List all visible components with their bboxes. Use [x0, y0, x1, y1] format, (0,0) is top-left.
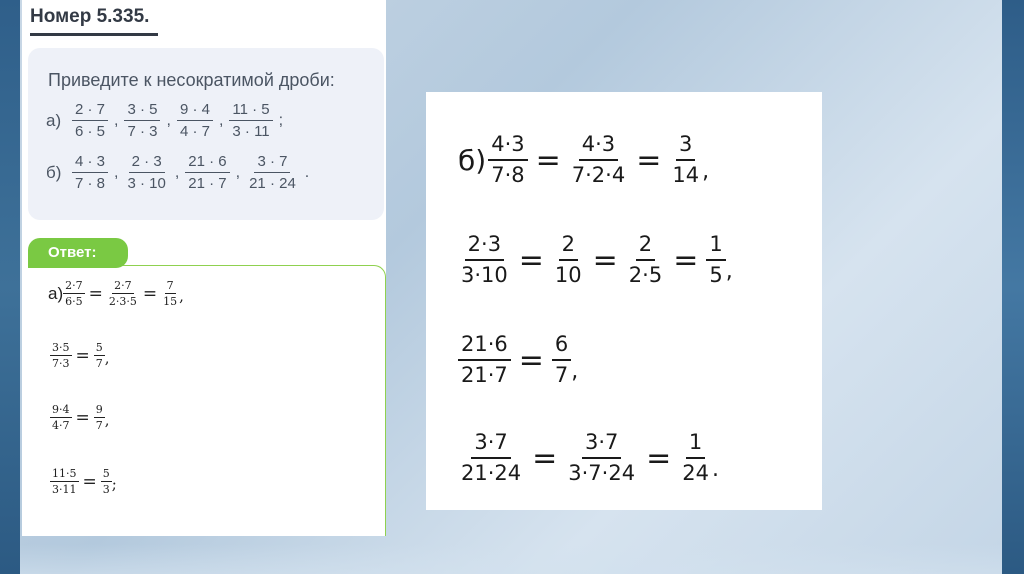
fraction — [669, 134, 702, 186]
numerator: 1 — [706, 234, 725, 261]
fraction — [107, 280, 139, 307]
denominator: 7·8 — [491, 163, 525, 187]
denominator: 7·3 — [52, 357, 70, 370]
task-row-a — [46, 102, 289, 139]
punctuation: ; — [111, 475, 117, 493]
fraction — [458, 334, 511, 386]
equals-sign: = — [518, 242, 544, 278]
numerator: 2 · 7 — [72, 102, 108, 121]
denominator: 14 — [672, 163, 700, 187]
numerator: 5 — [102, 467, 110, 480]
denominator: 7 — [554, 363, 569, 387]
denominator: 21 · 7 — [188, 175, 227, 192]
denominator: 15 — [163, 295, 178, 308]
fraction — [50, 404, 72, 431]
numerator: 9 — [95, 403, 103, 416]
solution-line-2 — [458, 234, 733, 286]
separator: , — [218, 111, 224, 129]
fraction — [124, 102, 160, 139]
separator: , — [235, 163, 241, 181]
equals-sign: = — [518, 342, 544, 378]
denominator: 5 — [709, 263, 723, 287]
denominator: 7 · 3 — [127, 123, 158, 140]
answer-label: а) — [48, 283, 64, 303]
numerator: 7 — [166, 279, 174, 292]
equals-sign: = — [673, 242, 699, 278]
equals-sign: = — [75, 407, 90, 428]
right-decor-bar — [1002, 0, 1024, 574]
denominator: 4 · 7 — [179, 123, 210, 140]
fraction — [185, 154, 229, 191]
fraction — [626, 234, 665, 286]
punctuation: , — [702, 159, 710, 184]
numerator: 3 · 5 — [124, 102, 160, 121]
equals-sign: = — [592, 242, 618, 278]
denominator: 7·2·4 — [571, 163, 626, 187]
solution-line-4 — [458, 432, 719, 484]
row-label: а) — [46, 110, 62, 130]
punctuation: , — [104, 349, 110, 367]
numerator: 5 — [95, 341, 103, 354]
fraction — [552, 234, 585, 286]
fraction — [63, 280, 85, 307]
separator: . — [304, 163, 310, 181]
denominator: 10 — [554, 263, 582, 287]
numerator: 3·7 — [471, 432, 510, 459]
numerator: 2·7 — [114, 279, 132, 292]
separator: , — [114, 111, 119, 129]
numerator: 21 · 6 — [185, 154, 229, 173]
fraction — [177, 102, 213, 139]
answer-tag: Ответ: — [28, 238, 128, 268]
separator: , — [166, 111, 171, 129]
answer-line-4 — [50, 468, 117, 495]
numerator: 9·4 — [52, 403, 70, 416]
solution-panel — [426, 92, 822, 510]
numerator: 3 · 7 — [254, 154, 290, 173]
denominator: 3·10 — [461, 263, 508, 287]
numerator: 4·3 — [488, 134, 527, 161]
numerator: 1 — [686, 432, 705, 459]
fraction — [569, 134, 628, 186]
numerator: 11·5 — [52, 467, 77, 480]
equals-sign: = — [82, 471, 97, 492]
numerator: 4·3 — [579, 134, 618, 161]
denominator: 21 · 24 — [249, 175, 296, 192]
denominator: 3 · 11 — [232, 123, 270, 140]
task-title: Приведите к несократимой дроби: — [48, 70, 335, 90]
heading-underline — [30, 33, 158, 36]
numerator: 2·3 — [465, 234, 504, 261]
bottom-fade — [20, 544, 1002, 574]
fraction — [124, 154, 168, 191]
separator: , — [174, 163, 180, 181]
solution-line-3 — [458, 334, 578, 386]
numerator: 9 · 4 — [177, 102, 213, 121]
answer-line-3 — [50, 404, 110, 431]
task-row-b — [46, 154, 315, 191]
punctuation: , — [725, 259, 733, 284]
fraction — [246, 154, 299, 191]
equals-sign: = — [532, 440, 558, 476]
denominator: 24 — [682, 461, 709, 485]
solution-line-1 — [458, 134, 709, 186]
numerator: 3·5 — [52, 341, 70, 354]
equals-sign: = — [142, 283, 158, 304]
denominator: 3·11 — [52, 483, 77, 496]
equals-sign: = — [636, 142, 662, 178]
punctuation: , — [571, 359, 579, 384]
fraction — [679, 432, 712, 484]
fraction — [552, 334, 571, 386]
fraction — [72, 154, 108, 191]
equals-sign: = — [535, 142, 561, 178]
equals-sign: = — [646, 440, 672, 476]
fraction — [458, 432, 524, 484]
denominator: 3 · 10 — [127, 175, 166, 192]
numerator: 2 — [559, 234, 578, 261]
fraction — [94, 404, 105, 431]
separator: ; — [278, 111, 284, 129]
task-panel — [22, 0, 386, 536]
denominator: 6·5 — [65, 295, 83, 308]
denominator: 7 — [95, 357, 103, 370]
fraction — [565, 432, 638, 484]
problem-heading: Номер 5.335. — [30, 6, 150, 27]
fraction — [101, 468, 112, 495]
fraction — [488, 134, 527, 186]
fraction — [50, 468, 79, 495]
denominator: 4·7 — [52, 419, 70, 432]
denominator: 21·7 — [461, 363, 508, 387]
denominator: 3·7·24 — [568, 461, 636, 485]
fraction — [458, 234, 511, 286]
numerator: 4 · 3 — [72, 154, 108, 173]
answer-line-1 — [48, 280, 184, 307]
numerator: 3 — [676, 134, 695, 161]
denominator: 7 · 8 — [75, 175, 106, 192]
numerator: 2 · 3 — [129, 154, 165, 173]
numerator: 6 — [552, 334, 571, 361]
answer-line-2 — [50, 342, 110, 369]
numerator: 2·7 — [65, 279, 83, 292]
numerator: 3·7 — [582, 432, 621, 459]
punctuation: , — [104, 411, 110, 429]
row-label: б) — [46, 162, 62, 182]
punctuation: , — [179, 287, 184, 305]
denominator: 21·24 — [461, 461, 522, 485]
equals-sign: = — [75, 345, 90, 366]
numerator: 21·6 — [458, 334, 511, 361]
fraction — [50, 342, 72, 369]
task-box — [28, 48, 384, 220]
separator: , — [114, 163, 119, 181]
denominator: 2·3·5 — [108, 295, 137, 308]
denominator: 3 — [102, 483, 110, 496]
solution-label: б) — [458, 143, 487, 177]
denominator: 6 · 5 — [75, 123, 106, 140]
fraction — [94, 342, 105, 369]
punctuation: . — [711, 457, 719, 482]
fraction — [72, 102, 108, 139]
left-decor-bar — [0, 0, 20, 574]
numerator: 2 — [636, 234, 655, 261]
numerator: 11 · 5 — [229, 102, 272, 121]
fraction — [706, 234, 725, 286]
denominator: 2·5 — [628, 263, 663, 287]
fraction — [229, 102, 272, 139]
denominator: 7 — [95, 419, 103, 432]
fraction — [161, 280, 179, 307]
equals-sign: = — [88, 283, 103, 304]
